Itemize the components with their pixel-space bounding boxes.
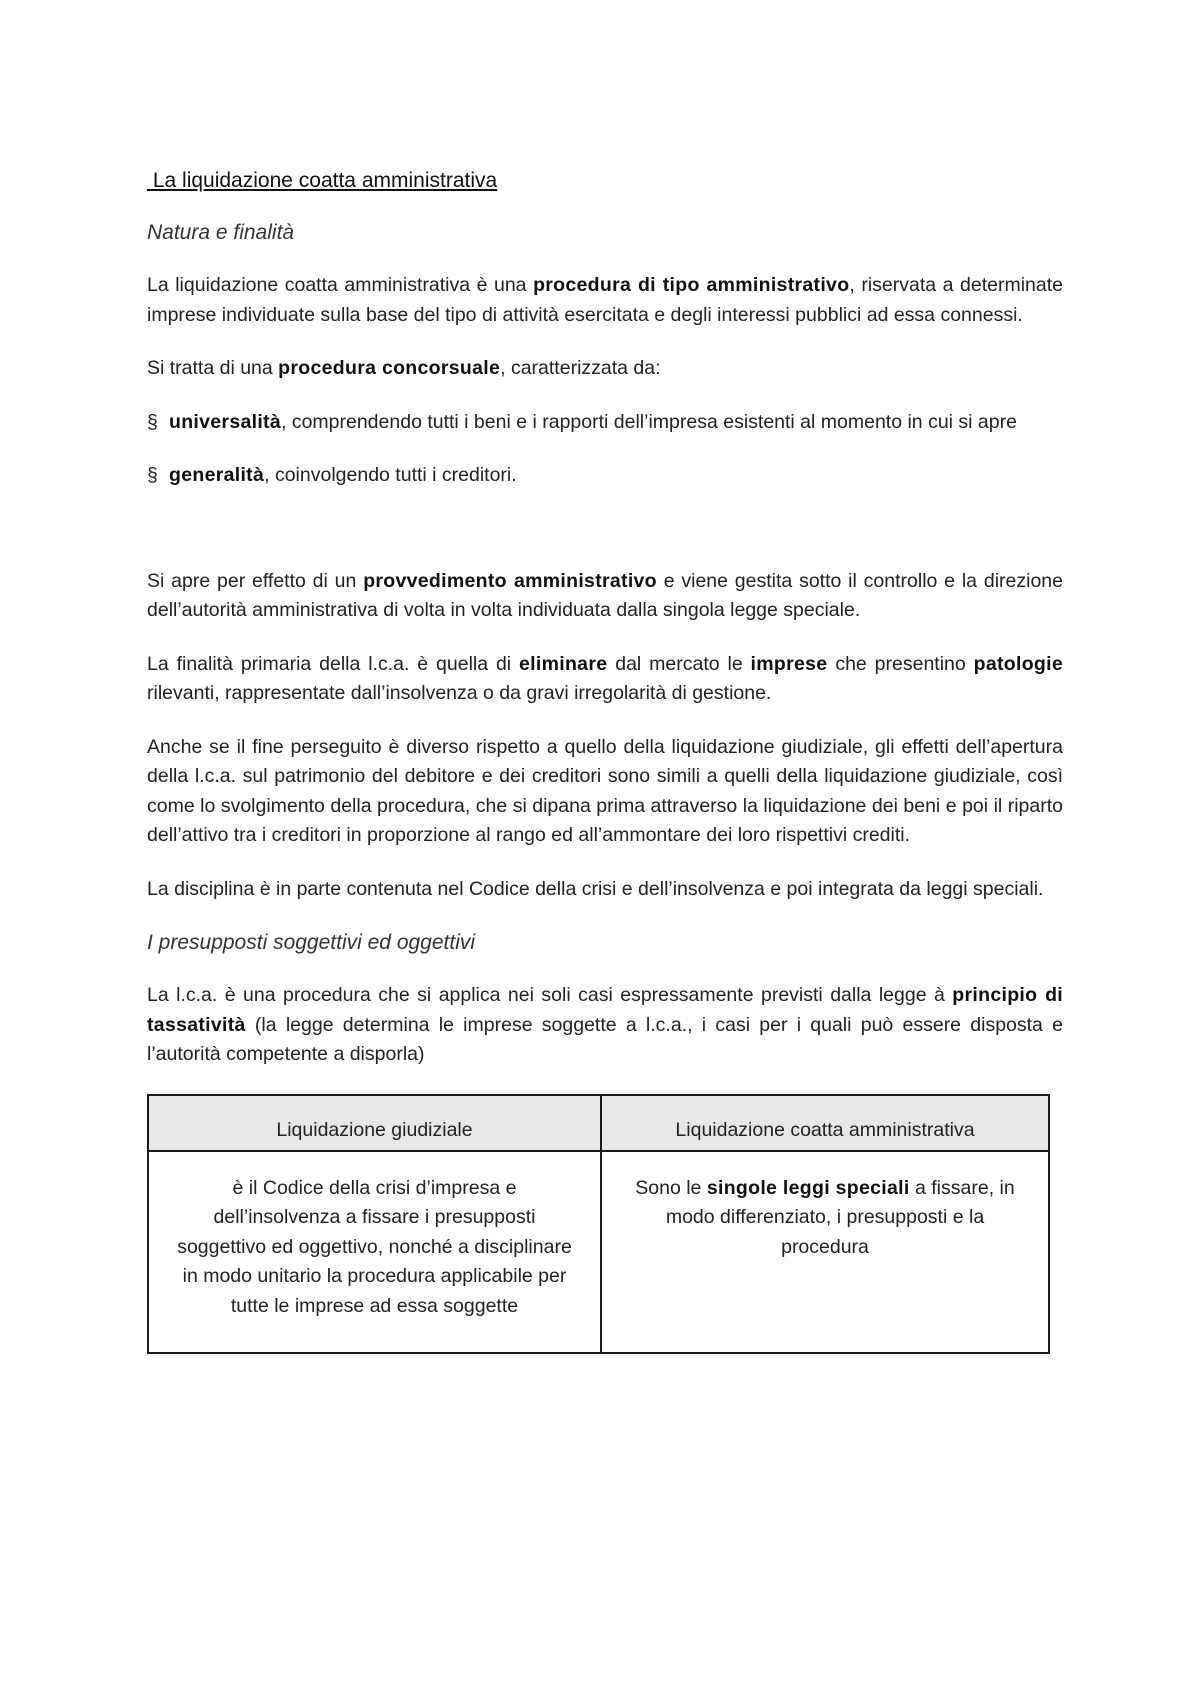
paragraph-disciplina: La disciplina è in parte contenuta nel Codice della crisi e dell’insolvenza e poi integrata da leggi speciali.: [147, 877, 1044, 900]
text-run: a fissare, in modo differenziato, i presupposti e la procedura: [665, 1176, 1015, 1258]
text-run: dal mercato le: [607, 652, 751, 675]
section-sign-bullet: §: [147, 464, 158, 486]
text-run: La liquidazione coatta amministrativa è una: [147, 274, 534, 296]
text-run: , riservata a determinate imprese individuate sulla base del tipo di attività esercitata e degli interessi pubblici ad essa connessi.: [147, 274, 1064, 326]
table-row: [148, 1151, 1049, 1353]
bullet-item-generalita: [147, 461, 1063, 491]
paragraph-finalita: [147, 650, 1063, 709]
table-header-cell: Liquidazione coatta amministrativa: [601, 1095, 1049, 1151]
section-sign-bullet: §: [147, 410, 158, 433]
comparison-table: [147, 1094, 1050, 1354]
text-run: , comprendendo tutti i beni e i rapporti dell’impresa esistenti al momento in cui si apre: [280, 410, 1017, 433]
table-header-cell: Liquidazione giudiziale: [148, 1095, 601, 1151]
blank-space: [147, 515, 1063, 567]
bold-term: provvedimento amministrativo: [363, 569, 657, 592]
table-cell-giudiziale: è il Codice della crisi d’impresa e dell’insolvenza a fissare i presupposti soggettivo ed oggettivo, nonché a disciplinare in modo unitario la procedura applicabile per tutte le imprese ad essa soggette: [148, 1151, 601, 1353]
bold-term: universalità: [169, 410, 281, 433]
section-heading-natura: Natura e finalità: [147, 221, 295, 244]
text-run: Sono le: [635, 1176, 707, 1199]
paragraph-effetti: Anche se il fine perseguito è diverso rispetto a quello della liquidazione giudiziale, gli effetti dell’apertura della l.c.a. sul patrimonio del debitore e dei creditori sono simili a quelli della liquidazione giudiziale, così come lo svolgimento della procedura, che si dipana prima attraverso la liquidazione dei beni e poi il riparto dell’attivo tra i creditori in proporzione al rango ed all’ammontare dei loro rispettivi crediti.: [147, 735, 1063, 846]
text-run: rilevanti, rappresentate dall’insolvenza o da gravi irregolarità di gestione.: [147, 682, 772, 704]
section-heading-presupposti: I presupposti soggettivi ed oggettivi: [147, 931, 476, 954]
text-run: La l.c.a. è una procedura che si applica nei soli casi espressamente previsti dalla legge à: [147, 984, 953, 1006]
text-run: (la legge determina le imprese soggette a l.c.a., i casi per i quali può essere disposta e l’autorità competente a disporla): [147, 1013, 1063, 1065]
document-title: La liquidazione coatta amministrativa: [147, 169, 498, 192]
bold-term: procedura concorsuale: [278, 357, 501, 379]
bold-term: patologie: [973, 652, 1063, 675]
bold-term: singole leggi speciali: [706, 1176, 910, 1199]
bold-term: generalità: [169, 464, 265, 486]
paragraph-apertura: [147, 567, 1063, 626]
bold-term: imprese: [750, 652, 828, 675]
table-cell-lca: [601, 1151, 1049, 1353]
text-run: , caratterizzata da:: [500, 357, 661, 379]
bullet-item-universalita: [147, 408, 1063, 438]
bold-term: principio di tassatività: [147, 984, 1064, 1036]
text-run: La finalità primaria della l.c.a. è quella di: [147, 652, 520, 675]
paragraph-definition: [147, 271, 1063, 330]
bold-term: eliminare: [519, 652, 608, 675]
table-header-row: [148, 1095, 1049, 1151]
paragraph-tassativita: [147, 981, 1063, 1070]
text-run: Si apre per effetto di un: [147, 569, 364, 592]
text-run: e viene gestita sotto il controllo e la direzione dell’autorità amministrativa di volta in volta individuata dalla singola legge speciale.: [147, 569, 1063, 621]
paragraph-concorsuale: [147, 354, 1063, 384]
bold-term: procedura di tipo amministrativo: [533, 274, 850, 296]
text-run: che presentino: [827, 652, 974, 675]
text-run: Si tratta di una: [147, 357, 279, 379]
text-run: , coinvolgendo tutti i creditori.: [264, 464, 517, 486]
document-page: [147, 166, 1063, 1354]
